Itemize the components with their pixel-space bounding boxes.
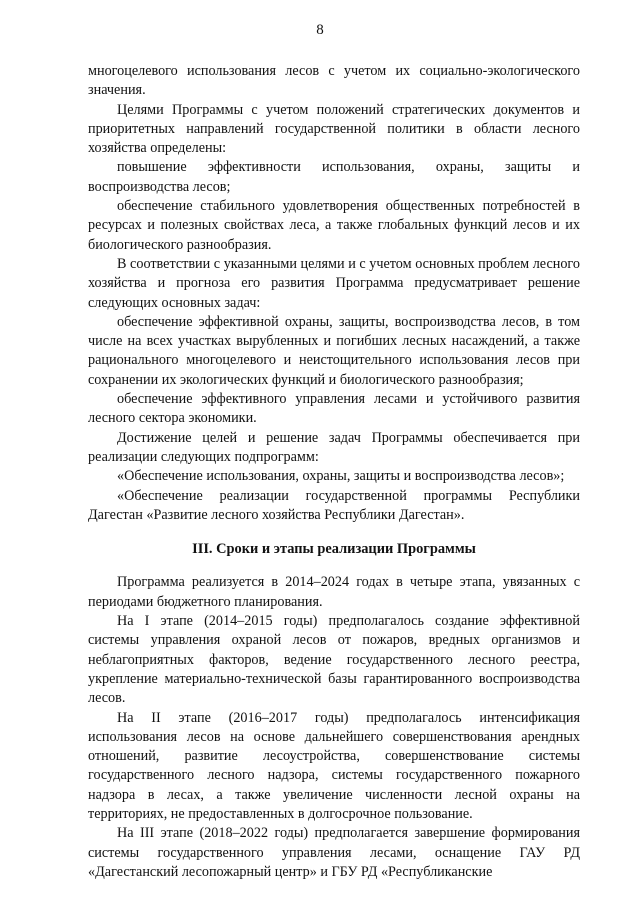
paragraph: многоцелевого использования лесов с учетом их социально-экологического значения.	[88, 63, 580, 99]
paragraph: Целями Программы с учетом положений стратегических документов и приоритетных направлений государственной политики в области лесного хозяйства определены:	[88, 101, 580, 157]
paragraph: «Обеспечение использования, охраны, защиты и воспроизводства лесов»;	[117, 468, 565, 485]
document-body	[88, 62, 580, 882]
paragraph: В соответствии с указанными целями и с учетом основных проблем лесного хозяйства и прогноза его развития Программа предусматривает решение следующих основных задач:	[88, 255, 580, 311]
paragraph: повышение эффективности использования, охраны, защиты и воспроизводства лесов;	[88, 159, 580, 195]
paragraph: обеспечение стабильного удовлетворения общественных потребностей в ресурсах и полезных свойствах леса, а также глобальных функций лесов и их биологического разнообразия.	[88, 198, 580, 253]
page-number: 8	[316, 22, 324, 38]
paragraph: Достижение целей и решение задач Программы обеспечивается при реализации следующих подпрограмм:	[88, 429, 580, 465]
paragraph: обеспечение эффективной охраны, защиты, воспроизводства лесов, в том числе на всех участках вырубленных и погибших лесных насаждений, а также рационального многоцелевого и неистощительного использования лесов при сохранении их экологических функций и биологического разнообразия;	[88, 313, 580, 388]
paragraph: На II этапе (2016–2017 годы) предполагалось интенсификация использования лесов на основе дальнейшего совершенствования арендных отношений, развитие лесоустройства, совершенствование системы государственного лесного надзора, системы государственного пожарного надзора в лесах, а также увеличение численности лесной охраны на территориях, не предоставленных в долгосрочное пользование.	[88, 709, 580, 822]
paragraph: На III этапе (2018–2022 годы) предполагается завершение формирования системы государственного управления лесами, оснащение ГАУ РД «Дагестанский лесопожарный центр» и ГБУ РД «Республиканские	[88, 825, 580, 880]
section-heading: III. Сроки и этапы реализации Программы	[192, 541, 476, 558]
paragraph: На I этапе (2014–2015 годы) предполагалось создание эффективной системы управления охраной лесов от пожаров, вредных организмов и неблагоприятных факторов, ведение государственного лесного реестра, укрепление материально-технической базы гарантированного воспроизводства лесов.	[88, 613, 580, 707]
paragraph: «Обеспечение реализации государственной программы Республики Дагестан «Развитие лесного хозяйства Республики Дагестан».	[88, 487, 580, 523]
paragraph: Программа реализуется в 2014–2024 годах в четыре этапа, увязанных с периодами бюджетного планирования.	[88, 574, 580, 610]
paragraph: обеспечение эффективного управления лесами и устойчивого развития лесного сектора экономики.	[88, 391, 580, 427]
